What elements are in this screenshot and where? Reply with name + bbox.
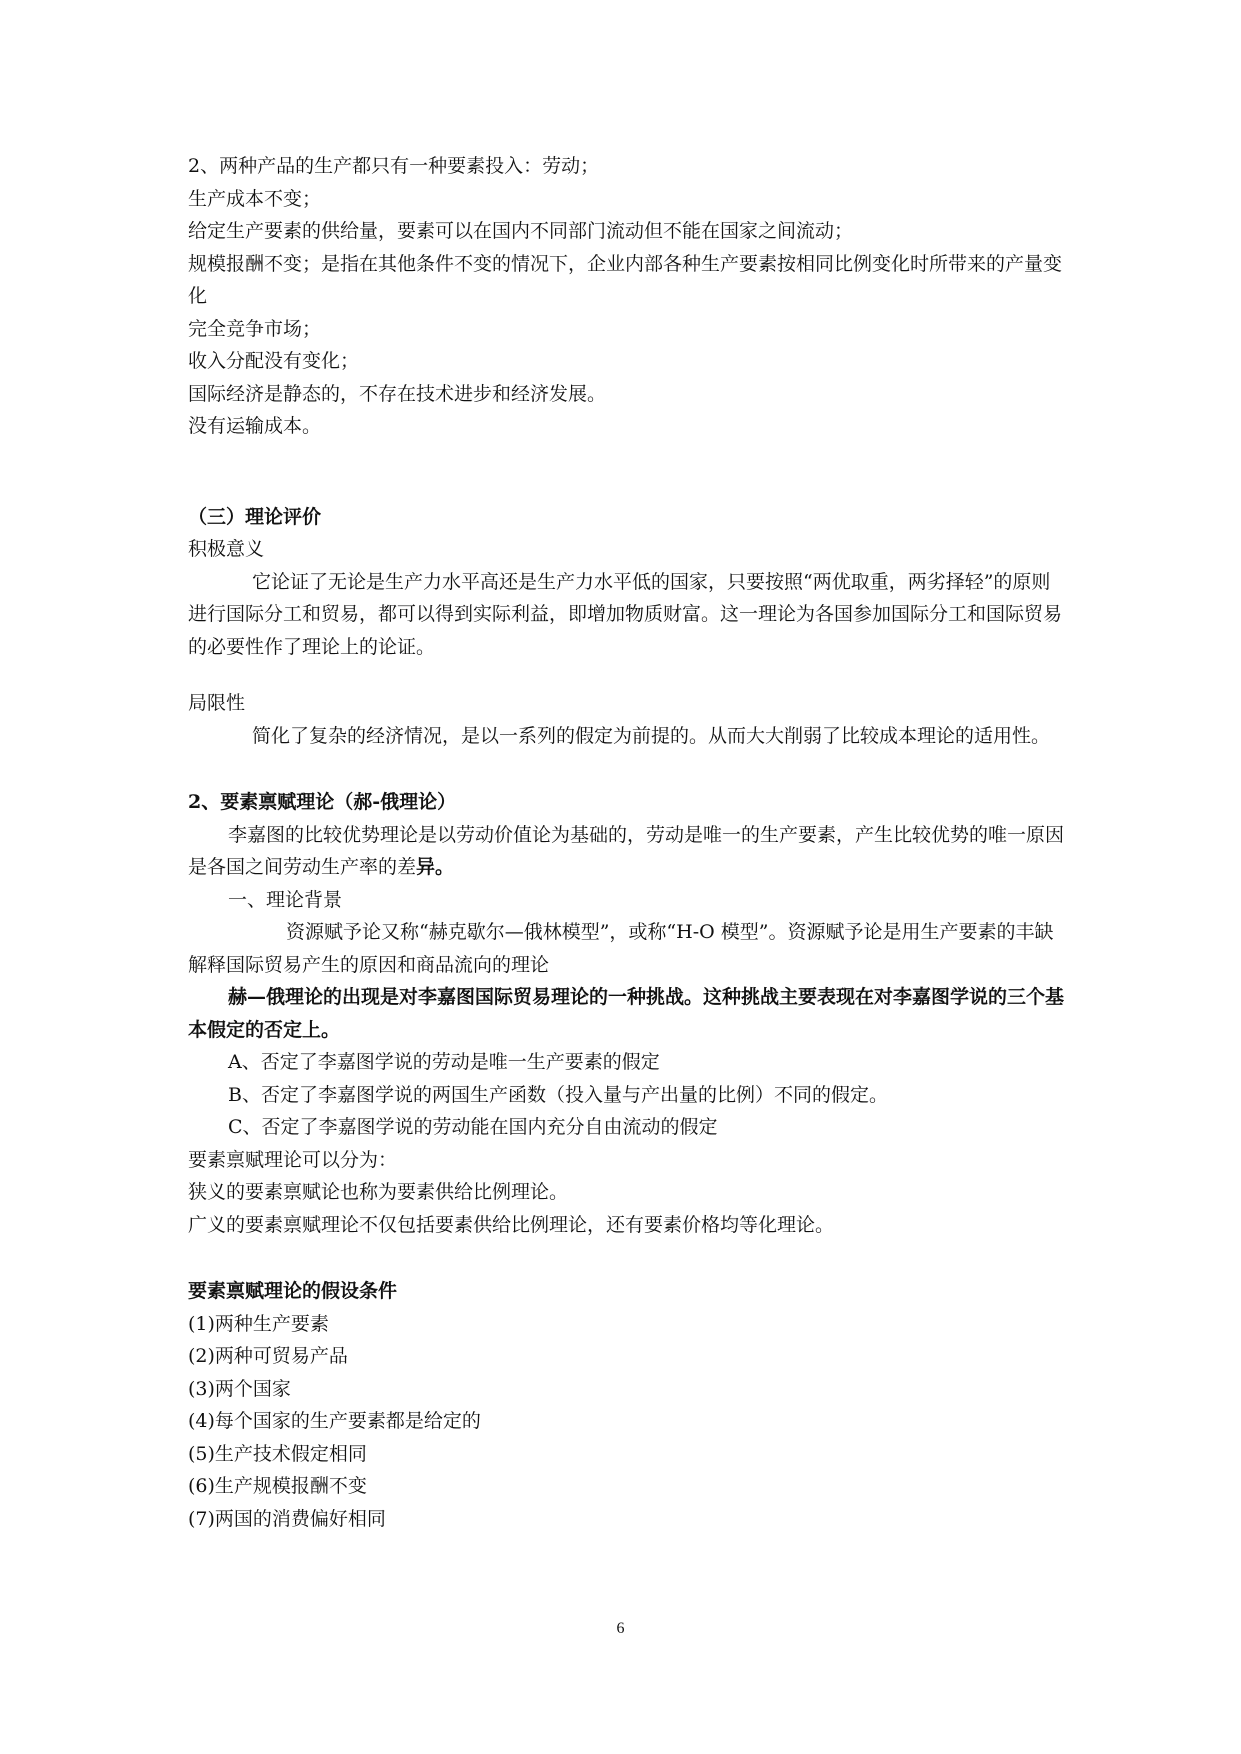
division-label: 要素禀赋理论可以分为： [188,1148,398,1171]
intro-text-end: 异。 [416,856,455,878]
background-label: 一、理论背景 [228,888,343,911]
spacer [188,663,1068,687]
assumption-item: 2、两种产品的生产都只有一种要素投入：劳动； [188,155,600,177]
assumption-item: (1)两种生产要素 [188,1312,329,1335]
broad-definition: 广义的要素禀赋理论不仅包括要素供给比例理论，还有要素价格均等化理论。 [188,1213,835,1236]
section-heading-assumptions: 要素禀赋理论的假设条件 [188,1280,398,1302]
spacer [188,443,1068,501]
limitation-label: 局限性 [188,692,246,714]
document-body [188,150,1068,1535]
assumption-item: (2)两种可贸易产品 [188,1345,348,1367]
assumption-item: 收入分配没有变化； [188,350,360,372]
assumption-item: (7)两国的消费偏好相同 [188,1507,386,1530]
assumption-item: (4)每个国家的生产要素都是给定的 [188,1410,481,1432]
intro-text: 李嘉图的比较优势理论是以劳动价值论为基础的，劳动是唯一的生产要素，产生比较优势的唯一原因是各国之间劳动生产率的差 [188,823,1065,878]
section-heading-evaluation: （三）理论评价 [188,505,322,528]
negation-item: B、否定了李嘉图学说的两国生产函数（投入量与产出量的比例）不同的假定。 [228,1083,888,1106]
assumption-item: (5)生产技术假定相同 [188,1442,367,1465]
positive-paragraph: 它论证了无论是生产力水平高还是生产力水平低的国家，只要按照“两优取重，两劣择轻”的原则进行国际分工和贸易，都可以得到实际利益，即增加物质财富。这一理论为各国参加国际分工和国际贸易的必要性作了理论上的论证。 [188,570,1063,658]
challenge-paragraph: 赫—俄理论的出现是对李嘉图国际贸易理论的一种挑战。这种挑战主要表现在对李嘉图学说的三个基本假定的否定上。 [188,986,1065,1041]
negation-item: A、否定了李嘉图学说的劳动是唯一生产要素的假定 [228,1051,660,1073]
assumption-item: (6)生产规模报酬不变 [188,1475,367,1497]
narrow-definition: 狭义的要素禀赋论也称为要素供给比例理论。 [188,1181,569,1203]
page-number: 6 [616,1620,625,1637]
background-paragraph: 资源赋予论又称“赫克歇尔—俄林模型”，或称“H-O 模型”。资源赋予论是用生产要素的丰缺解释国际贸易产生的原因和商品流向的理论 [188,921,1054,976]
positive-label: 积极意义 [188,538,265,560]
assumption-item: 完全竞争市场； [188,317,322,340]
assumption-item: 规模报酬不变；是指在其他条件不变的情况下，企业内部各种生产要素按相同比例变化时所带来的产量变化 [188,252,1063,307]
limitation-paragraph: 简化了复杂的经济情况，是以一系列的假定为前提的。从而大大削弱了比较成本理论的适用性。 [252,724,1051,747]
intro-paragraph [188,819,1068,884]
negation-item: C、否定了李嘉图学说的劳动能在国内充分自由流动的假定 [228,1116,718,1138]
spacer [188,1241,1068,1275]
assumption-item: 给定生产要素的供给量，要素可以在国内不同部门流动但不能在国家之间流动； [188,220,854,242]
section-heading-factor-endowment: 2、要素禀赋理论（郝-俄理论） [188,791,457,813]
assumption-item: 没有运输成本。 [188,415,322,437]
assumption-item: 国际经济是静态的，不存在技术进步和经济发展。 [188,382,607,405]
assumption-item: (3)两个国家 [188,1377,291,1400]
assumption-item: 生产成本不变； [188,187,322,210]
spacer [188,752,1068,786]
